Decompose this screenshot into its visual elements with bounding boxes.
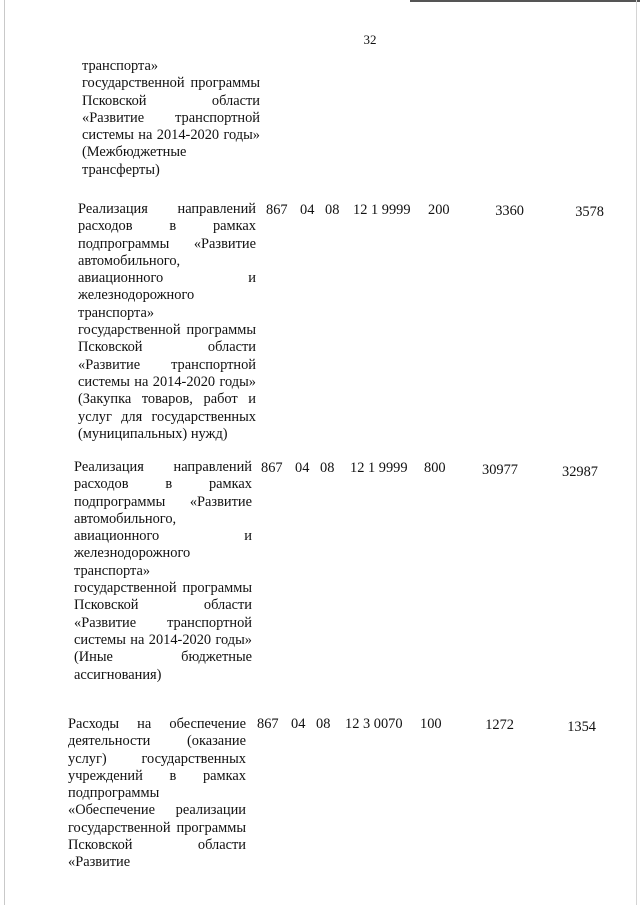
row-1-target-item: 12 1 9999 — [353, 202, 411, 218]
row-3-amount-2: 1354 — [567, 719, 596, 735]
row-1-ministry: 867 — [266, 202, 288, 218]
row-0-description: транспорта» государственной программы Псковской области «Развитие транспортной системы на 2014-2020 годы» (Межбюджетные трансферты) — [82, 58, 260, 178]
row-1-section: 04 — [300, 202, 315, 218]
row-1-description: Реализация направлений расходов в рамках подпрограммы «Развитие автомобильного, авиационного и железнодорожного транспорта» государственной программы Псковской области «Развитие транспортной системы на 2014-2020 годы» (Закупка товаров, работ и услуг для государственных (муниципальных) нужд) — [78, 201, 256, 442]
scan-right-edge — [636, 0, 637, 905]
row-3-description: Расходы на обеспечение деятельности (оказание услуг) государственных учреждений в рамках подпрограммы «Обеспечение реализации государственной программы Псковской области «Развитие — [68, 716, 246, 871]
row-2-description: Реализация направлений расходов в рамках подпрограммы «Развитие автомобильного, авиационного и железнодорожного транспорта» государственной программы Псковской области «Развитие транспортной системы на 2014-2020 годы» (Иные бюджетные ассигнования) — [74, 459, 252, 683]
row-2-section: 04 — [295, 460, 310, 476]
row-1-amount-2: 3578 — [575, 204, 604, 220]
row-1-amount-1: 3360 — [495, 203, 524, 219]
row-1-expense-type: 200 — [428, 202, 450, 218]
row-3-section: 04 — [291, 716, 306, 732]
row-2-expense-type: 800 — [424, 460, 446, 476]
row-3-target-item: 12 3 0070 — [345, 716, 403, 732]
scan-top-edge — [410, 0, 640, 2]
row-2-amount-1: 30977 — [482, 462, 518, 478]
row-3-expense-type: 100 — [420, 716, 442, 732]
scan-left-edge — [4, 0, 5, 905]
row-3-subsection: 08 — [316, 716, 331, 732]
row-2-ministry: 867 — [261, 460, 283, 476]
row-3-ministry: 867 — [257, 716, 279, 732]
page-number: 32 — [363, 32, 377, 47]
row-2-subsection: 08 — [320, 460, 335, 476]
row-2-target-item: 12 1 9999 — [350, 460, 408, 476]
row-3-amount-1: 1272 — [485, 717, 514, 733]
row-2-amount-2: 32987 — [562, 464, 598, 480]
row-1-subsection: 08 — [325, 202, 340, 218]
